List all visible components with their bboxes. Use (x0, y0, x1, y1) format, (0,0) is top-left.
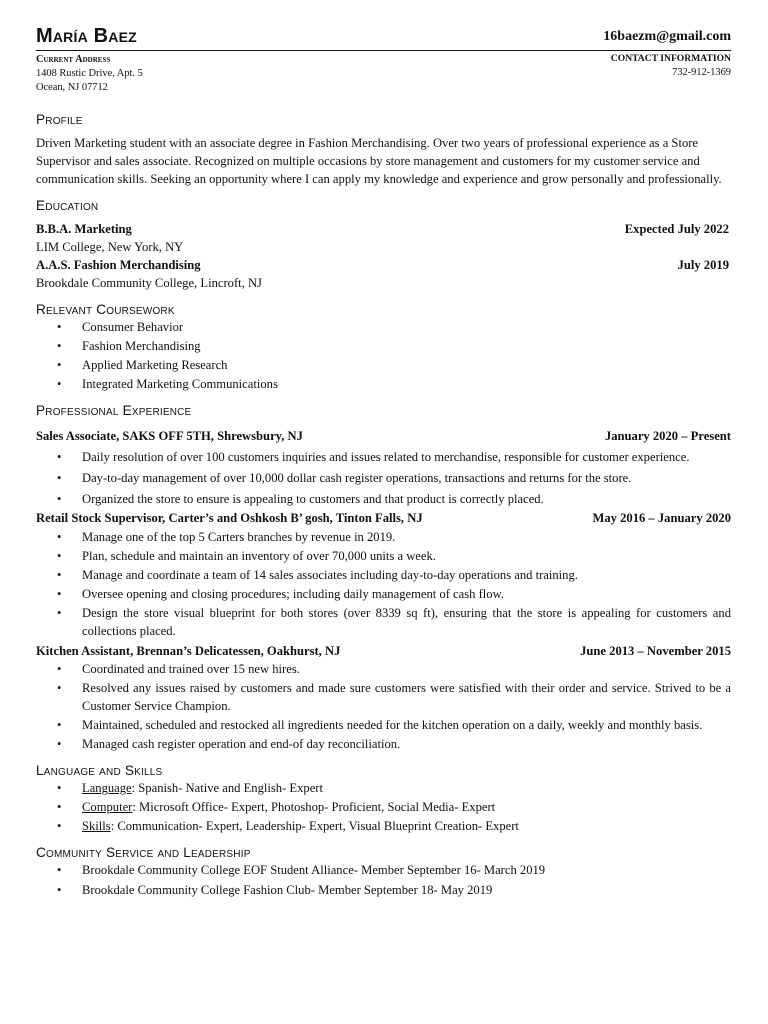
list-item (57, 319, 731, 337)
list-item (57, 376, 731, 394)
bullet-icon: • (57, 376, 62, 391)
list-item (57, 338, 731, 356)
education-list (36, 221, 731, 293)
resume-header (36, 26, 731, 46)
bullet-icon: • (57, 470, 62, 485)
bullet-icon: • (57, 339, 62, 354)
skill-label: Computer (82, 800, 133, 814)
list-item (57, 529, 731, 547)
duty-text: Daily resolution of over 100 customers inquiries and issues related to merchandise, responsible for customer experience. (82, 449, 690, 464)
section-heading-experience: Professional Experience (36, 402, 192, 418)
degree-title: B.B.A. Marketing (36, 222, 132, 237)
bullet-icon: • (57, 818, 62, 833)
degree-date: July 2019 (677, 258, 729, 273)
job-header (36, 428, 731, 446)
job-date: May 2016 – January 2020 (592, 511, 731, 526)
contact-block (611, 53, 731, 80)
bullet-icon: • (57, 586, 62, 601)
section-heading-community: Community Service and Leadership (36, 844, 251, 860)
section-heading-skills: Language and Skills (36, 762, 163, 778)
bullet-icon: • (57, 549, 62, 564)
skills-list (36, 780, 731, 836)
bullet-icon: • (57, 491, 62, 506)
section-heading-coursework: Relevant Coursework (36, 301, 175, 317)
phone-number: 732-912-1369 (672, 66, 731, 78)
list-item (57, 862, 731, 880)
duty-text: Organized the store to ensure is appealing to customers and that product is correctly placed. (82, 491, 544, 506)
job-date: January 2020 – Present (604, 428, 731, 443)
address-line-2: Ocean, NJ 07712 (36, 82, 108, 94)
bullet-icon: • (57, 681, 62, 696)
bullet-icon: • (57, 357, 62, 372)
skill-text: : Communication- Expert, Leadership- Expert, Visual Blueprint Creation- Expert (110, 818, 519, 833)
list-item (57, 567, 731, 585)
bullet-icon: • (57, 781, 62, 796)
job-title: Sales Associate, SAKS OFF 5TH, Shrewsbury, NJ (36, 428, 303, 443)
degree-date: Expected July 2022 (624, 222, 729, 237)
list-item (57, 818, 731, 836)
duty-text: Oversee opening and closing procedures; including daily management of cash flow. (82, 586, 504, 601)
job-duties-list (36, 661, 731, 753)
skill-text: : Spanish- Native and English- Expert (131, 781, 323, 796)
header-divider (36, 50, 731, 51)
degree-school: Brookdale Community College, Lincroft, NJ (36, 275, 262, 290)
email-address: 16baezm@gmail.com (603, 29, 731, 45)
bullet-icon: • (57, 882, 62, 897)
duty-text: Coordinated and trained over 15 new hires. (82, 662, 300, 677)
skill-text: : Microsoft Office- Expert, Photoshop- Proficient, Social Media- Expert (132, 800, 496, 814)
list-item (57, 799, 731, 817)
community-item: Brookdale Community College Fashion Club- Member September 18- May 2019 (82, 882, 493, 897)
job-title: Kitchen Assistant, Brennan’s Delicatessen, Oakhurst, NJ (36, 643, 341, 658)
profile-summary: Driven Marketing student with an associate degree in Fashion Merchandising. Over two years of professional experience as a Store Supervisor and sales associate. Recognized on multiple occasions by store management and customers for my customer service and communication skills. Seeking an opportunity where I can apply my knowledge and experience and grow personally and professionally. (36, 136, 722, 187)
course-name: Integrated Marketing Communications (82, 376, 278, 391)
coursework-list (36, 319, 731, 394)
bullet-icon: • (57, 662, 62, 677)
list-item (57, 491, 731, 509)
bullet-icon: • (57, 530, 62, 545)
list-item (57, 605, 731, 641)
job-duties-list (36, 529, 731, 640)
address-line-1: 1408 Rustic Drive, Apt. 5 (36, 68, 143, 80)
list-item (57, 717, 731, 735)
job-title: Retail Stock Supervisor, Carter’s and Oshkosh B’ gosh, Tinton Falls, NJ (36, 511, 423, 526)
bullet-icon: • (57, 449, 62, 464)
address-block (36, 53, 143, 95)
bullet-icon: • (57, 320, 62, 335)
duty-text: Maintained, scheduled and restocked all ingredients needed for the kitchen operation on a daily, weekly and monthly basis. (82, 718, 703, 733)
bullet-icon: • (57, 863, 62, 878)
duty-text: Manage one of the top 5 Carters branches by revenue in 2019. (82, 530, 396, 545)
section-heading-profile: Profile (36, 112, 83, 128)
list-item (57, 661, 731, 679)
skill-label: Skills (82, 818, 111, 833)
duty-text: Plan, schedule and maintain an inventory of over 70,000 units a week. (82, 549, 436, 564)
section-heading-education: Education (36, 198, 99, 214)
degree-row (36, 221, 731, 239)
address-label: Current Address (36, 54, 111, 65)
list-item (57, 780, 731, 798)
duty-text: Day-to-day management of over 10,000 dollar cash register operations, transactions and returns for the store. (82, 470, 632, 485)
job-duties-list (36, 449, 731, 509)
list-item (57, 470, 731, 488)
candidate-name: María Baez (36, 25, 137, 47)
skill-label: Language (82, 781, 132, 796)
duty-text: Design the store visual blueprint for both stores (over 8339 sq ft), ensuring that the store is appealing for customers and collections placed. (82, 605, 731, 638)
list-item (57, 548, 731, 566)
bullet-icon: • (57, 718, 62, 733)
bullet-icon: • (57, 568, 62, 583)
bullet-icon: • (57, 800, 62, 814)
contact-label: CONTACT INFORMATION (610, 53, 731, 64)
list-item (57, 736, 731, 754)
job-header (36, 510, 731, 528)
job-header (36, 643, 731, 661)
contact-details (36, 53, 731, 95)
duty-text: Resolved any issues raised by customers and made sure customers were satisfied with their order and service. Strived to be a Customer Service Champion. (82, 681, 731, 714)
duty-text: Managed cash register operation and end-of day reconciliation. (82, 736, 401, 751)
list-item (57, 680, 731, 716)
degree-title: A.A.S. Fashion Merchandising (36, 258, 201, 273)
list-item (57, 357, 731, 375)
community-list (36, 862, 731, 900)
community-item: Brookdale Community College EOF Student Alliance- Member September 16- March 2019 (82, 863, 546, 878)
job-date: June 2013 – November 2015 (580, 643, 731, 658)
bullet-icon: • (57, 736, 62, 751)
degree-school: LIM College, New York, NY (36, 240, 184, 255)
course-name: Consumer Behavior (82, 320, 184, 335)
bullet-icon: • (57, 605, 62, 620)
list-item (57, 449, 731, 467)
duty-text: Manage and coordinate a team of 14 sales associates including day-to-day operations and training. (82, 568, 578, 583)
course-name: Fashion Merchandising (82, 339, 201, 354)
list-item (57, 882, 731, 900)
list-item (57, 586, 731, 604)
degree-row (36, 257, 731, 275)
course-name: Applied Marketing Research (82, 357, 228, 372)
